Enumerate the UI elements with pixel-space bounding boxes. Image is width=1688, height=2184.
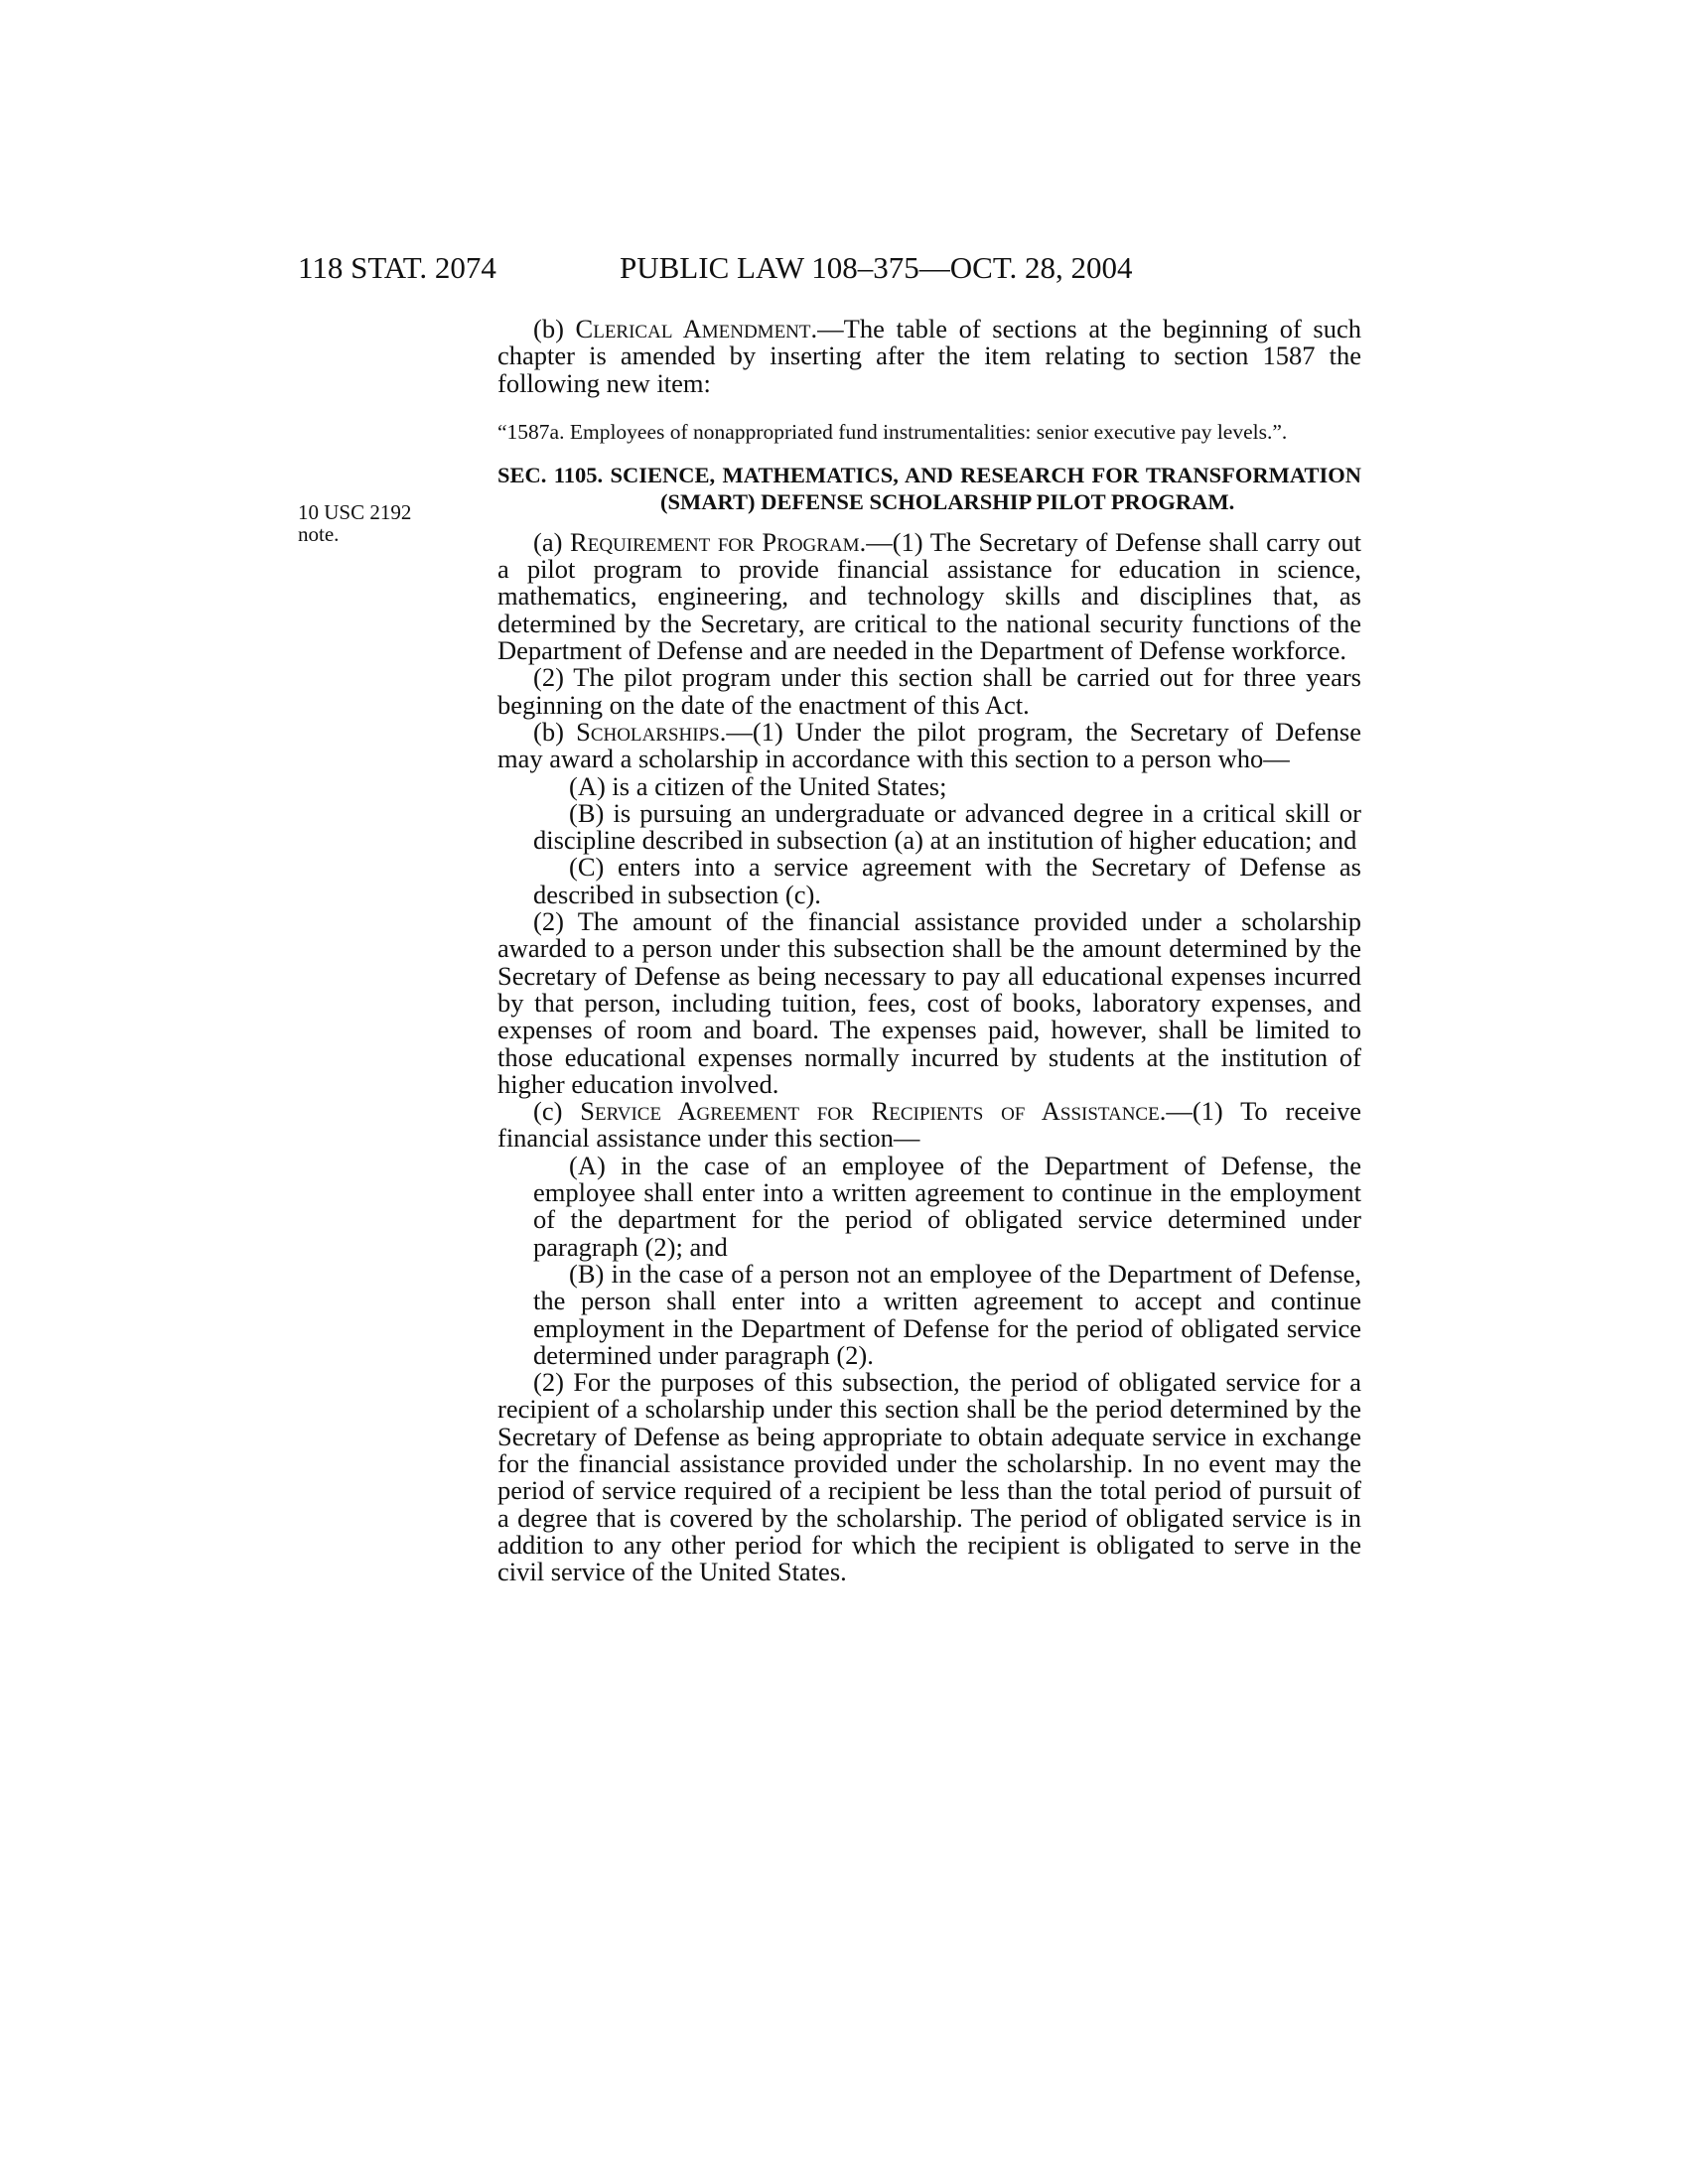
subsection-c-item-b: (B) in the case of a person not an employee of the Department of Defense, the person shall enter into a written agreement to accept and continue employment in the Department of Defense for the period of obligated service determined under paragraph (2). <box>533 1258 1361 1370</box>
clerical-amendment-paragraph: (b) Clerical Amendment.—The table of sections at the beginning of such chapter is amended by inserting after the item relating to section 1587 the following new item: <box>497 314 1361 398</box>
document-body <box>497 316 1361 1585</box>
subsection-a-paragraph-1: (a) Requirement for Program.—(1) The Secretary of Defense shall carry out a pilot program to provide financial assistance for education in science, mathematics, engineering, and technology skills and disciplines that, as determined by the Secretary, are critical to the national security functions of the Department of Defense and are needed in the Department of Defense workforce. <box>497 526 1361 666</box>
subsection-b-item-c: (C) enters into a service agreement with the Secretary of Defense as described in subsection (c). <box>533 852 1361 909</box>
subsection-b-paragraph-2: (2) The amount of the financial assistance provided under a scholarship awarded to a person under this subsection shall be the amount determined by the Secretary of Defense as being necessary to pay all educational expenses incurred by that person, including tuition, fees, cost of books, laboratory expenses, and expenses of room and board. The expenses paid, however, shall be limited to those educational expenses normally incurred by students at the institution of higher education involved. <box>497 906 1361 1099</box>
table-of-sections-item: “1587a. Employees of nonappropriated fund instrumentalities: senior executive pay levels.”. <box>497 419 1288 444</box>
margin-note <box>298 501 411 545</box>
subsection-c-item-a: (A) in the case of an employee of the Department of Defense, the employee shall enter into a written agreement to continue in the employment of the department for the period of obligated service determined under paragraph (2); and <box>533 1150 1361 1262</box>
subsection-b-item-a: (A) is a citizen of the United States; <box>569 770 947 801</box>
subsection-b-heading: Scholarships <box>576 716 720 747</box>
clerical-amendment-heading: Clerical Amendment <box>575 314 811 343</box>
page-stat-number: 118 STAT. 2074 <box>298 250 496 285</box>
margin-note-citation: 10 USC 2192 <box>298 500 412 524</box>
subsection-a-paragraph-2: (2) The pilot program under this section shall be carried out for three years beginning on the date of the enactment of this Act. <box>497 662 1361 720</box>
subsection-a-heading: Requirement for Program <box>570 526 860 557</box>
subsection-c-heading: Service Agreement for Recipients of Assistance <box>580 1096 1160 1127</box>
page-running-title: PUBLIC LAW 108–375—OCT. 28, 2004 <box>620 250 1133 285</box>
margin-note-suffix: note. <box>298 522 340 546</box>
subsection-b-item-b: (B) is pursuing an undergraduate or advanced degree in a critical skill or discipline described in subsection (a) at an institution of higher education; and <box>533 797 1361 856</box>
subsection-c-paragraph-2: (2) For the purposes of this subsection, the period of obligated service for a recipient of a scholarship under this section shall be the period determined by the Secretary of Defense as being appropriate to obtain adequate service in exchange for the financial assistance provided under the scholarship. In no event may the period of service required of a recipient be less than the total period of pursuit of a degree that is covered by the scholarship. The period of obligated service is in addition to any other period for which the recipient is obligated to serve in the civil service of the United States. <box>497 1367 1361 1587</box>
subsection-b-paragraph-1: (b) Scholarships.—(1) Under the pilot program, the Secretary of Defense may award a scholarship in accordance with this section to a person who— <box>497 716 1361 774</box>
section-heading: SEC. 1105. SCIENCE, MATHEMATICS, AND RESEARCH FOR TRANSFORMATION (SMART) DEFENSE SCHOLARSHIP PILOT PROGRAM. <box>497 462 1361 514</box>
subsection-c-paragraph-1: (c) Service Agreement for Recipients of Assistance.—(1) To receive financial assistance under this section— <box>497 1096 1361 1154</box>
